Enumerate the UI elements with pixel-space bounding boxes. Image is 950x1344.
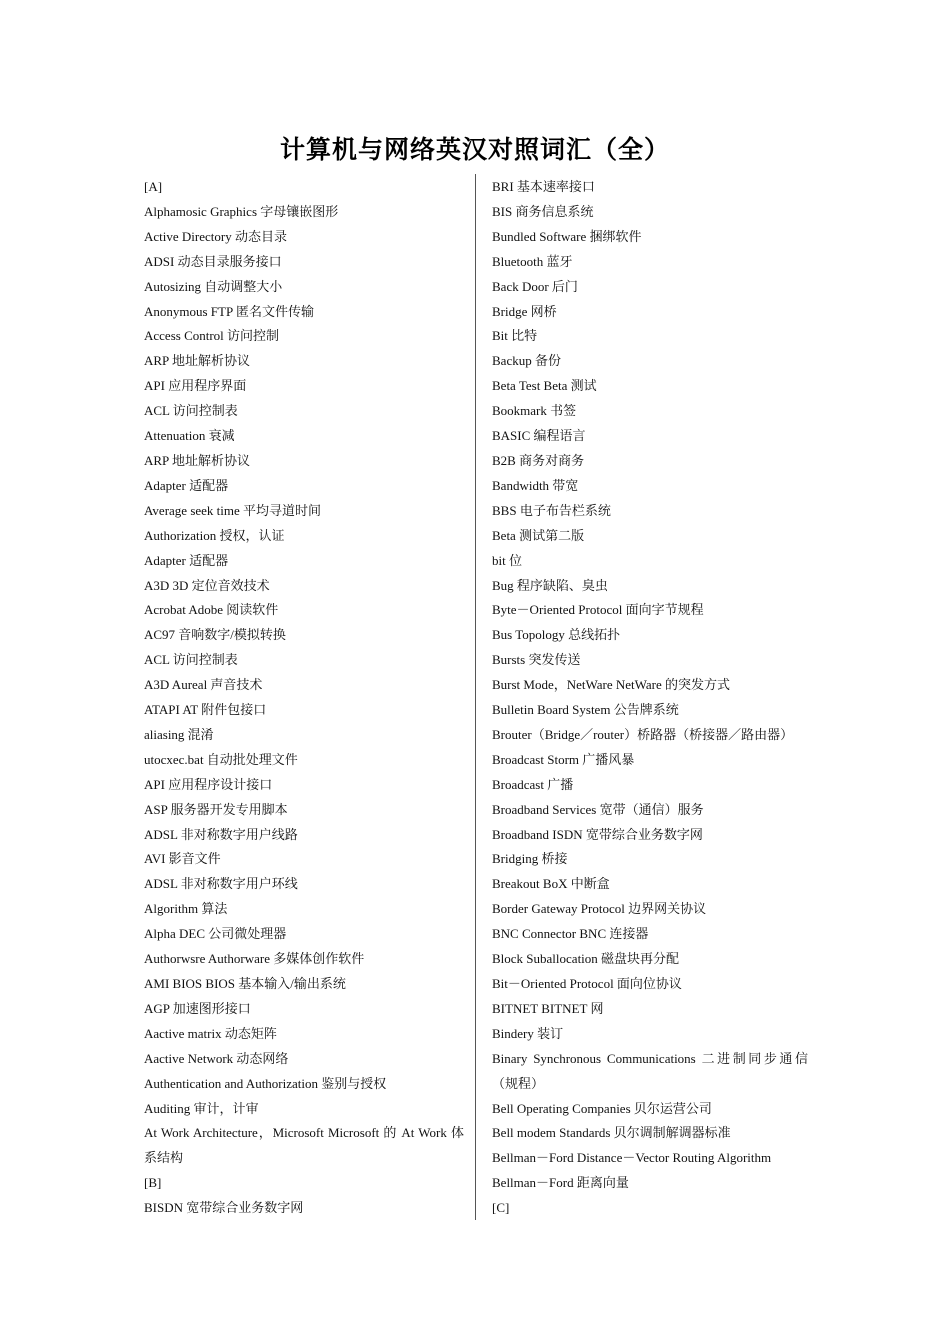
glossary-entry: bit 位 xyxy=(492,552,522,568)
glossary-entry: Aactive Network 动态网络 xyxy=(144,1050,289,1066)
glossary-entry: Bookmark 书签 xyxy=(492,403,577,419)
glossary-entry: Authentication and Authorization 鉴别与授权 xyxy=(144,1075,387,1091)
glossary-entry: Back Door 后门 xyxy=(492,278,578,294)
glossary-entry: Aactive matrix 动态矩阵 xyxy=(144,1025,277,1041)
glossary-entry: Adapter 适配器 xyxy=(144,552,229,568)
glossary-entry: Binary Synchronous Communications 二进制同步通信（规程） xyxy=(492,1050,808,1091)
glossary-entry: Bandwidth 带宽 xyxy=(492,477,579,493)
glossary-entry: Beta 测试第二版 xyxy=(492,527,585,543)
glossary-entry: B2B 商务对商务 xyxy=(492,452,585,468)
section-heading-b: [B] xyxy=(144,1175,162,1191)
glossary-entry: ACL 访问控制表 xyxy=(144,652,238,668)
glossary-entry: Attenuation 衰减 xyxy=(144,428,235,444)
glossary-entry: BIS 商务信息系统 xyxy=(492,203,594,219)
glossary-entry: Algorithm 算法 xyxy=(144,901,228,917)
glossary-entry: Active Directory 动态目录 xyxy=(144,228,287,244)
glossary-entry: API 应用程序界面 xyxy=(144,378,247,394)
glossary-entry: AMI BIOS BIOS 基本输入/输出系统 xyxy=(144,976,346,991)
glossary-entry: BASIC 编程语言 xyxy=(492,428,586,444)
glossary-entry: A3D 3D 定位音效技术 xyxy=(144,577,270,593)
glossary-entry: Beta Test Beta 测试 xyxy=(492,378,597,394)
glossary-entry: Authorwsre Authorware 多媒体创作软件 xyxy=(144,951,365,967)
column-divider xyxy=(475,174,476,1220)
glossary-entry: Autosizing 自动调整大小 xyxy=(144,278,283,294)
glossary-entry: A3D Aureal 声音技术 xyxy=(144,677,263,693)
glossary-entry: Authorization 授权，认证 xyxy=(144,527,285,543)
glossary-entry: BBS 电子布告栏系统 xyxy=(492,502,611,518)
glossary-entry: Auditing 审计，计审 xyxy=(144,1100,259,1116)
glossary-entry: Average seek time 平均寻道时间 xyxy=(144,502,322,518)
glossary-entry: Bulletin Board System 公告牌系统 xyxy=(492,702,679,718)
glossary-entry: Brouter（Bridge／router）桥路器（桥接器／路由器） xyxy=(492,726,794,742)
glossary-entry: AC97 音响数字/模拟转换 xyxy=(144,627,286,643)
glossary-entry: BRI 基本速率接口 xyxy=(492,179,595,194)
glossary-entry: ADSL 非对称数字用户环线 xyxy=(144,876,298,892)
page-title: 计算机与网络英汉对照词汇（全） xyxy=(279,135,670,164)
glossary-entry: ACL 访问控制表 xyxy=(144,403,238,419)
glossary-entry: Backup 备份 xyxy=(492,353,561,369)
glossary-entry: AVI 影音文件 xyxy=(144,851,221,867)
glossary-entry: BISDN 宽带综合业务数字网 xyxy=(144,1200,304,1216)
glossary-entry: Bursts 突发传送 xyxy=(492,652,581,668)
section-heading-a: [A] xyxy=(144,179,163,194)
right-column xyxy=(492,175,808,1221)
left-column xyxy=(144,175,464,1221)
glossary-entry: Bellman－Ford 距离向量 xyxy=(492,1175,629,1191)
glossary-entry: Alphamosic Graphics 字母镶嵌图形 xyxy=(144,203,339,219)
glossary-entry: ARP 地址解析协议 xyxy=(144,353,251,369)
glossary-entry: Bus Topology 总线拓扑 xyxy=(492,627,621,643)
glossary-entry: Bit 比特 xyxy=(492,328,538,344)
glossary-entry: Breakout BoX 中断盒 xyxy=(492,876,610,892)
glossary-entry: Acrobat Adobe 阅读软件 xyxy=(144,602,279,618)
glossary-entry: Bindery 装订 xyxy=(492,1025,564,1041)
glossary-entry: ARP 地址解析协议 xyxy=(144,452,251,468)
glossary-entry: Bellman－Ford Distance－Vector Routing Algorithm xyxy=(492,1150,772,1166)
glossary-entry: Alpha DEC 公司微处理器 xyxy=(144,926,287,942)
glossary-entry: Block Suballocation 磁盘块再分配 xyxy=(492,951,680,967)
glossary-entry: BITNET BITNET 网 xyxy=(492,1000,604,1016)
glossary-entry: Border Gateway Protocol 边界网关协议 xyxy=(492,901,707,917)
glossary-entry: Broadband Services 宽带（通信）服务 xyxy=(492,801,704,817)
glossary-entry: Bell modem Standards 贝尔调制解调器标准 xyxy=(492,1125,731,1141)
glossary-entry: Access Control 访问控制 xyxy=(144,328,280,344)
glossary-entry: Byte－Oriented Protocol 面向字节规程 xyxy=(492,602,704,618)
glossary-entry: Bridging 桥接 xyxy=(492,851,568,867)
glossary-entry: API 应用程序设计接口 xyxy=(144,776,273,792)
glossary-entry: Broadcast 广播 xyxy=(492,776,574,792)
glossary-entry: Bluetooth 蓝牙 xyxy=(492,253,573,269)
glossary-entry: Broadcast Storm 广播风暴 xyxy=(492,751,635,767)
glossary-entry: AGP 加速图形接口 xyxy=(144,1000,251,1016)
glossary-entry: ATAPI AT 附件包接口 xyxy=(144,702,267,718)
glossary-entry: Adapter 适配器 xyxy=(144,477,229,493)
glossary-entry: Bug 程序缺陷、臭虫 xyxy=(492,577,608,593)
glossary-entry: Burst Mode，NetWare NetWare 的突发方式 xyxy=(492,677,730,693)
glossary-entry: ASP 服务器开发专用脚本 xyxy=(144,801,288,817)
glossary-entry: aliasing 混淆 xyxy=(144,726,214,742)
glossary-entry: ADSL 非对称数字用户线路 xyxy=(144,826,298,842)
glossary-entry: Anonymous FTP 匿名文件传输 xyxy=(144,303,314,319)
section-heading-c: [C] xyxy=(492,1200,510,1216)
glossary-entry: Bit－Oriented Protocol 面向位协议 xyxy=(492,976,682,991)
glossary-entry: At Work Architecture，Microsoft Microsoft 的 At Work 体系结构 xyxy=(144,1125,464,1166)
glossary-entry: ADSI 动态目录服务接口 xyxy=(144,253,282,269)
glossary-entry: Broadband ISDN 宽带综合业务数字网 xyxy=(492,826,703,842)
glossary-entry: Bell Operating Companies 贝尔运营公司 xyxy=(492,1100,712,1116)
glossary-entry: utocxec.bat 自动批处理文件 xyxy=(144,751,298,767)
glossary-entry: Bridge 网桥 xyxy=(492,303,557,319)
glossary-entry: BNC Connector BNC 连接器 xyxy=(492,926,649,942)
glossary-entry: Bundled Software 捆绑软件 xyxy=(492,228,642,244)
